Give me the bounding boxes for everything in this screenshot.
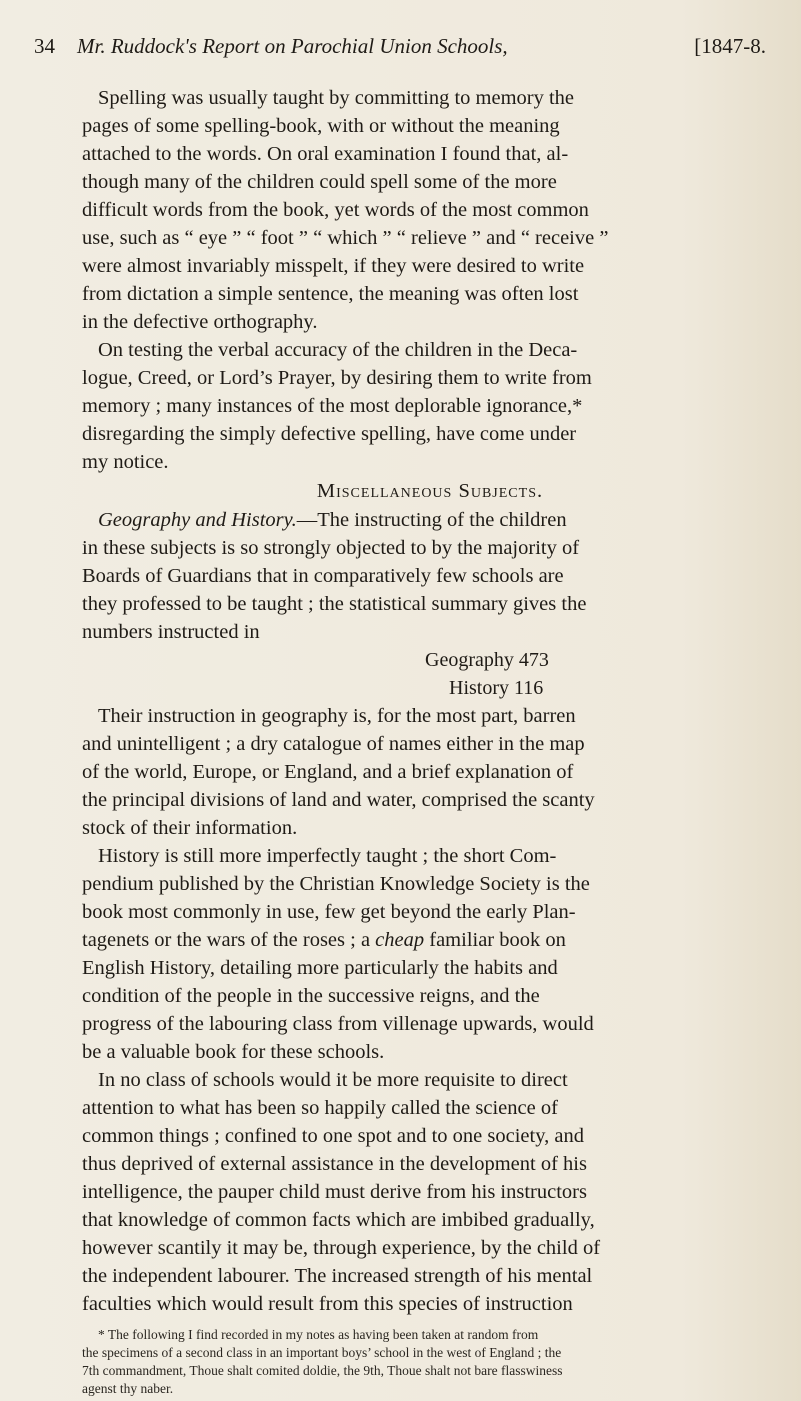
text-line: memory ; many instances of the most deplorable ignorance,*	[82, 395, 583, 417]
running-title: Mr. Ruddock's Report on Parochial Union Schools,	[77, 34, 508, 58]
text-line: be a valuable book for these schools.	[82, 1041, 385, 1063]
text-line: Their instruction in geography is, for the most part, barren	[98, 705, 576, 727]
text-run: tagenets or the wars of the roses ; a	[82, 929, 376, 951]
text-line: difficult words from the book, yet words of the most common	[82, 199, 589, 221]
text-line: in these subjects is so strongly objected to by the majority of	[82, 537, 580, 559]
page-number: 34	[34, 34, 55, 58]
text-line: Boards of Guardians that in comparatively few schools are	[82, 565, 564, 587]
text-line: however scantily it may be, through experience, by the child of	[82, 1237, 601, 1259]
text-line: of the world, Europe, or England, and a brief explanation of	[82, 761, 574, 783]
running-year: [1847-8.	[694, 34, 766, 58]
stat-history: History 116	[449, 677, 544, 699]
text-line: stock of their information.	[82, 817, 298, 839]
text-line: common things ; confined to one spot and to one society, and	[82, 1125, 584, 1147]
text-line: intelligence, the pauper child must derive from his instructors	[82, 1181, 587, 1203]
text-line: On testing the verbal accuracy of the children in the Deca-	[98, 339, 578, 361]
text-line: from dictation a simple sentence, the meaning was often lost	[82, 283, 579, 305]
section-heading: Miscellaneous Subjects.	[316, 480, 544, 502]
text-line: book most commonly in use, few get beyond the early Plan-	[82, 901, 576, 923]
text-line: History is still more imperfectly taught ; the short Com-	[98, 845, 557, 867]
page-header	[34, 30, 774, 62]
text-line: the principal divisions of land and water, comprised the scanty	[82, 789, 595, 811]
text-line: my notice.	[82, 451, 169, 473]
text-line: English History, detailing more particularly the habits and	[82, 957, 558, 979]
text-line: pendium published by the Christian Knowledge Society is the	[82, 873, 590, 895]
text-line: attached to the words. On oral examination I found that, al-	[82, 143, 569, 165]
text-run: —The instructing of the children	[296, 509, 567, 531]
text-line: though many of the children could spell some of the more	[82, 171, 557, 193]
text-line: they professed to be taught ; the statistical summary gives the	[82, 593, 587, 615]
text-line: in the defective orthography.	[82, 311, 318, 333]
text-line: disregarding the simply defective spelling, have come under	[82, 423, 577, 445]
footnote-line: 7th commandment, Thoue shalt comited doldie, the 9th, Thoue shalt not bare flasswiness	[82, 1363, 563, 1378]
text-line: progress of the labouring class from villenage upwards, would	[82, 1013, 594, 1035]
text-line	[82, 926, 566, 954]
text-line: that knowledge of common facts which are imbibed gradually,	[82, 1209, 595, 1231]
text-line: In no class of schools would it be more requisite to direct	[98, 1069, 568, 1091]
text-line: pages of some spelling-book, with or without the meaning	[82, 115, 560, 137]
text-line: condition of the people in the successive reigns, and the	[82, 985, 540, 1007]
emphasis-cheap: cheap	[375, 929, 425, 951]
text-line: logue, Creed, or Lord’s Prayer, by desiring them to write from	[82, 367, 592, 389]
text-line: attention to what has been so happily called the science of	[82, 1097, 558, 1119]
text-line: faculties which would result from this species of instruction	[82, 1293, 573, 1315]
subsection-title: Geography and History.	[98, 509, 297, 531]
stat-geography: Geography 473	[425, 649, 549, 671]
footnote-line: the specimens of a second class in an important boys’ school in the west of England ; the	[82, 1345, 562, 1360]
footnote-line: * The following I find recorded in my notes as having been taken at random from	[98, 1327, 539, 1342]
text-line	[98, 506, 567, 534]
text-line: and unintelligent ; a dry catalogue of names either in the map	[82, 733, 585, 755]
text-line: numbers instructed in	[82, 621, 260, 643]
text-line: Spelling was usually taught by committing to memory the	[98, 87, 575, 109]
text-line: the independent labourer. The increased strength of his mental	[82, 1265, 593, 1287]
text-line: thus deprived of external assistance in the development of his	[82, 1153, 587, 1175]
footnote-line: agenst thy naber.	[82, 1381, 174, 1396]
text-line: use, such as “ eye ” “ foot ” “ which ” “ relieve ” and “ receive ”	[82, 227, 609, 249]
text-line: were almost invariably misspelt, if they were desired to write	[82, 255, 585, 277]
text-run: familiar book on	[424, 929, 566, 951]
